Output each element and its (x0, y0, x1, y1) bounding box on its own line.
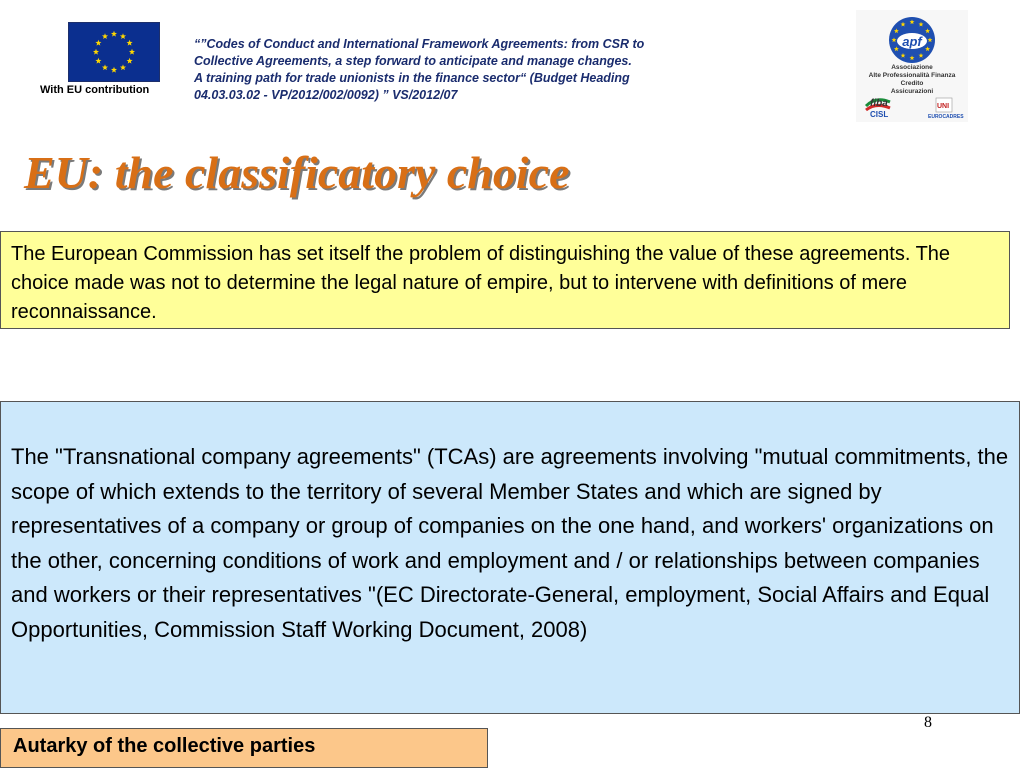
star-icon (111, 67, 117, 73)
star-icon (111, 31, 117, 37)
project-title: “”Codes of Conduct and International Framework Agreements: from CSR to Collective Agreements, a step forward to anticipate and manage changes. A training path for trade unionists in the finance sector“ (Budget Heading 04.03.03.02 - VP/2012/002/0092) ” VS/2012/07 (194, 37, 645, 102)
star-icon (95, 58, 101, 64)
cisl-logo-text: CISL (870, 110, 889, 119)
intro-text-box: The European Commission has set itself the problem of distinguishing the value of these agreements. The choice made was not to determine the legal nature of empire, but to intervene with definitions of mere reconnaissance. (0, 231, 1010, 329)
uni-eurocadres-logo-icon (928, 98, 964, 120)
star-icon (127, 58, 133, 64)
uni-logo-text: UNI (937, 103, 950, 110)
eurocadres-logo-text: EUROCADRES (928, 114, 964, 120)
star-icon (102, 64, 108, 70)
definition-text-box: The "Transnational company agreements" (TCAs) are agreements involving "mutual commitments, the scope of which extends to the territory of several Member States and which are signed by representatives of a company or group of companies on the one hand, and workers' organizations on the other, concerning conditions of work and employment and / or relationships between companies and workers or their representatives "(EC Directorate-General, employment, Social Affairs and Equal Opportunities, Commission Staff Working Document, 2008) (0, 401, 1020, 714)
star-icon (127, 40, 133, 46)
apf-caption: Associazione Alte Professionalità Finanza Credito Assicurazioni (868, 64, 956, 95)
slide-title: EU: the classificatory choice (24, 147, 570, 198)
star-icon (93, 49, 99, 55)
star-icon (95, 40, 101, 46)
star-icon (120, 33, 126, 39)
eu-contribution-caption: With EU contribution (40, 84, 150, 96)
apf-logo-text: apf (902, 34, 922, 49)
star-icon (120, 64, 126, 70)
star-icon (129, 49, 135, 55)
page-number: 8 (924, 714, 932, 731)
star-icon (102, 33, 108, 39)
footer-label-box: Autarky of the collective parties (0, 728, 488, 768)
fiba-logo-text: fiba (870, 98, 888, 109)
eu-flag-icon (68, 22, 160, 82)
fiba-cisl-logo-icon (866, 98, 890, 119)
